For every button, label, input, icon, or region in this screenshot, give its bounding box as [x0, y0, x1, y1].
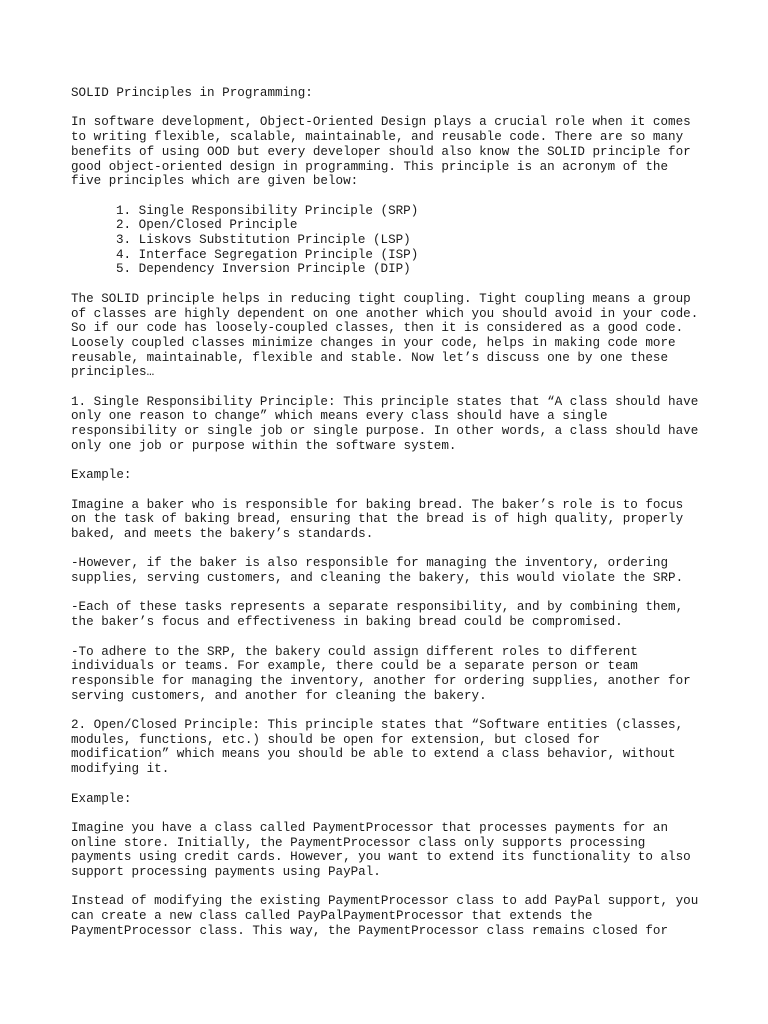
ocp-instead-paragraph	[71, 894, 711, 938]
document-page	[71, 86, 711, 953]
text-line: supplies, serving customers, and cleaning the bakery, this would violate the SRP.	[71, 571, 684, 586]
text-line: online store. Initially, the PaymentProcessor class only supports processing	[71, 835, 646, 850]
text-line: Loosely coupled classes minimize changes in your code, helps in making code more	[71, 335, 676, 350]
text-line: the baker’s focus and effectiveness in baking bread could be compromised.	[71, 615, 623, 630]
text-line: of classes are highly dependent on one another which you should avoid in your code.	[71, 306, 699, 321]
text-line: on the task of baking bread, ensuring that the bread is of high quality, properly	[71, 512, 684, 527]
ocp-example-paragraph	[71, 821, 711, 880]
document-title: SOLID Principles in Programming:	[71, 86, 313, 100]
text-line: only one job or purpose within the software system.	[71, 438, 457, 453]
list-item: 1. Single Responsibility Principle (SRP)	[116, 203, 419, 218]
text-line: responsibility or single job or single purpose. In other words, a class should have	[71, 424, 699, 439]
text-line: 1. Single Responsibility Principle: This principle states that “A class should have	[71, 394, 699, 409]
list-item: 4. Interface Segregation Principle (ISP)	[116, 247, 419, 262]
srp-example-label: Example:	[71, 468, 132, 483]
text-line: serving customers, and another for cleaning the bakery.	[71, 688, 487, 703]
list-item: 2. Open/Closed Principle	[116, 218, 298, 233]
srp-each-paragraph	[71, 600, 711, 629]
intro-paragraph	[71, 115, 711, 189]
text-line: good object-oriented design in programming. This principle is an acronym of the	[71, 159, 669, 174]
text-line: payments using credit cards. However, you want to extend its functionality to also	[71, 850, 691, 865]
text-line: Imagine a baker who is responsible for baking bread. The baker’s role is to focus	[71, 497, 684, 512]
text-line: -Each of these tasks represents a separate responsibility, and by combining them,	[71, 600, 684, 615]
text-line: modification” which means you should be able to extend a class behavior, without	[71, 747, 676, 762]
text-line: In software development, Object-Oriented Design plays a crucial role when it comes	[71, 115, 691, 130]
text-line: responsible for managing the inventory, another for ordering supplies, another for	[71, 673, 691, 688]
text-line: support processing payments using PayPal.	[71, 865, 381, 880]
text-line: -However, if the baker is also responsible for managing the inventory, ordering	[71, 556, 669, 571]
text-line: modifying it.	[71, 762, 170, 777]
srp-definition-paragraph	[71, 395, 711, 454]
text-line: reusable, maintainable, flexible and stable. Now let’s discuss one by one these	[71, 350, 669, 365]
text-line: principles…	[71, 365, 155, 380]
ocp-example-label: Example:	[71, 791, 132, 806]
text-line: -To adhere to the SRP, the bakery could assign different roles to different	[71, 644, 638, 659]
text-line: modules, functions, etc.) should be open for extension, but closed for	[71, 732, 601, 747]
text-line: only one reason to change” which means every class should have a single	[71, 409, 608, 424]
srp-example-paragraph	[71, 498, 711, 542]
list-item: 5. Dependency Inversion Principle (DIP)	[116, 262, 411, 277]
srp-however-paragraph	[71, 556, 711, 585]
text-line: five principles which are given below:	[71, 174, 359, 189]
text-line: to writing flexible, scalable, maintainable, and reusable code. There are so many	[71, 130, 684, 145]
list-item: 3. Liskovs Substitution Principle (LSP)	[116, 233, 411, 247]
text-line: 2. Open/Closed Principle: This principle states that “Software entities (classes,	[71, 718, 684, 733]
text-line: So if our code has loosely-coupled classes, then it is considered as a good code.	[71, 321, 684, 336]
text-line: Imagine you have a class called PaymentProcessor that processes payments for an	[71, 820, 669, 835]
text-line: baked, and meets the bakery’s standards.	[71, 527, 374, 541]
text-line: benefits of using OOD but every developer should also know the SOLID principle for	[71, 144, 691, 159]
text-line: The SOLID principle helps in reducing tight coupling. Tight coupling means a group	[71, 291, 691, 306]
srp-adhere-paragraph	[71, 645, 711, 704]
coupling-paragraph	[71, 292, 711, 380]
ocp-definition-paragraph	[71, 718, 711, 777]
text-line: Instead of modifying the existing PaymentProcessor class to add PayPal support, you	[71, 894, 699, 909]
text-line: can create a new class called PayPalPaymentProcessor that extends the	[71, 909, 593, 924]
text-line: PaymentProcessor class. This way, the PaymentProcessor class remains closed for	[71, 923, 669, 938]
principles-list	[71, 204, 711, 278]
text-line: individuals or teams. For example, there could be a separate person or team	[71, 659, 638, 674]
